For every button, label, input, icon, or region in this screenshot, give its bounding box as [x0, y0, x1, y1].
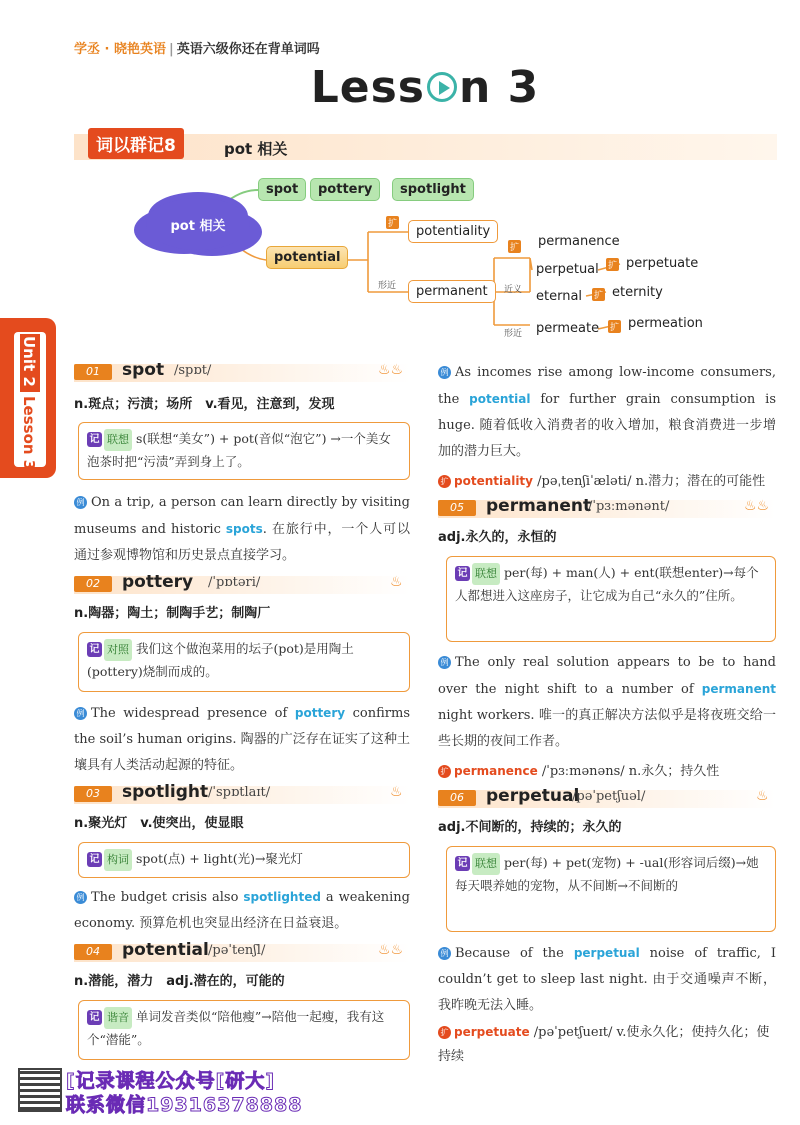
- definition: n.潜能，潜力 adj.潜在的，可能的: [74, 974, 285, 989]
- example-highlight: potential: [469, 392, 531, 406]
- word-03-head: [74, 784, 410, 808]
- group-title: pot 相关: [224, 140, 288, 158]
- note-tag: 联想: [104, 429, 132, 451]
- word-06-head: [438, 788, 776, 812]
- definition: adj.永久的，永恒的: [438, 530, 557, 545]
- phonetic: /spɒt/: [174, 363, 212, 378]
- mindmap-root: pot 相关: [146, 198, 250, 250]
- example-icon: 例: [74, 707, 87, 720]
- mindmap-eternity: eternity: [612, 285, 663, 300]
- mindmap-permeate: permeate: [536, 321, 600, 336]
- mindmap-potentiality: potentiality: [408, 220, 498, 243]
- mindmap-potential: potential: [266, 246, 348, 269]
- mindmap-spotlight: spotlight: [392, 178, 474, 201]
- mindmap-eternal: eternal: [536, 289, 583, 304]
- page-header: 学丞 · 晓艳英语 | 英语六级你还在背单词吗: [74, 42, 320, 57]
- derive-icon: 扩: [438, 765, 451, 778]
- example-icon: 例: [74, 496, 87, 509]
- side-lesson: Lesson 3: [20, 396, 38, 471]
- tip-icon: 记: [455, 856, 470, 871]
- example-text: for further grain consumption is huge. 随着低收入消费者的收入增加，粮食消费进一步增加的潜力巨大。: [438, 392, 776, 459]
- example-highlight: spots: [225, 522, 263, 536]
- example-text: On a trip, a person can learn directly by visiting museums and historic: [74, 495, 410, 537]
- note-tag: 联想: [472, 563, 500, 585]
- note-tag: 构词: [104, 849, 132, 871]
- word: pottery: [122, 572, 194, 592]
- derivative: [438, 470, 765, 489]
- memory-note: [446, 846, 776, 932]
- promo-line-1: [记录课程公众号[研大]: [66, 1070, 276, 1092]
- definition: n.斑点；污渍；场所 v.看见，注意到，发现: [74, 397, 335, 412]
- example: [74, 884, 410, 937]
- example-highlight: permanent: [701, 682, 776, 696]
- example: [74, 700, 410, 779]
- example-icon: 例: [438, 947, 451, 960]
- mindmap-permanent: permanent: [408, 280, 496, 303]
- example-text: The budget crisis also: [91, 890, 244, 905]
- example-text: The widespread presence of: [91, 706, 295, 721]
- example-icon: 例: [438, 656, 451, 669]
- importance-icon: ♨: [390, 574, 403, 590]
- tag-kuo: 扩: [386, 216, 399, 229]
- tag-kuo: 扩: [592, 288, 605, 301]
- word-number: 02: [74, 576, 112, 592]
- note-text: 单词发音类似“陪他瘦”→陪他一起瘦，我有这个“潜能”。: [87, 1009, 385, 1047]
- importance-icon: ♨♨: [744, 498, 770, 514]
- phonetic: /ˈspɒtlaɪt/: [208, 785, 271, 800]
- example: [438, 360, 776, 465]
- word: spotlight: [122, 782, 209, 802]
- word-05-head: [438, 498, 776, 522]
- tip-icon: 记: [87, 1010, 102, 1025]
- derivative-word: perpetuate: [454, 1025, 530, 1039]
- side-unit: Unit 2: [20, 336, 38, 387]
- note-text: per(每) + pet(宠物) + -ual(形容词后缀)→她每天喂养她的宠物，从不间断→不间断的: [455, 855, 759, 893]
- derivative-word: permanence: [454, 764, 538, 778]
- derive-icon: 扩: [438, 1026, 451, 1039]
- word-02-head: [74, 574, 410, 598]
- importance-icon: ♨: [390, 784, 403, 800]
- lesson-title-post: n 3: [459, 62, 540, 113]
- memory-note: [446, 556, 776, 642]
- note-tag: 对照: [104, 639, 132, 661]
- word-number: 03: [74, 786, 112, 802]
- memory-note: [78, 1000, 410, 1060]
- derive-icon: 扩: [438, 475, 451, 488]
- note-tag: 谐音: [104, 1007, 132, 1029]
- tip-icon: 记: [87, 432, 102, 447]
- note-tag: 联想: [472, 853, 500, 875]
- example: [438, 940, 776, 1019]
- example-icon: 例: [438, 366, 451, 379]
- derivative-word: potentiality: [454, 474, 533, 488]
- example-text: Because of the: [455, 946, 574, 961]
- importance-icon: ♨♨: [378, 942, 404, 958]
- tag-kuo: 扩: [606, 258, 619, 271]
- word-number: 06: [438, 790, 476, 806]
- example-text: confirms the soil’s human origins. 陶器的广泛存在证实了这种土壤具有人类活动起源的特征。: [74, 706, 410, 773]
- word-number: 01: [74, 364, 112, 380]
- phonetic: /ˈpɜːmənənt/: [588, 499, 670, 514]
- tag-xingjin: 形近: [378, 281, 397, 291]
- example-icon: 例: [74, 891, 87, 904]
- memory-note: [78, 632, 410, 692]
- tip-icon: 记: [455, 566, 470, 581]
- importance-icon: ♨♨: [378, 362, 404, 378]
- promo-line-2: 联系微信19316378888: [66, 1094, 303, 1116]
- memory-note: [78, 842, 410, 878]
- memory-note: [78, 422, 410, 480]
- example: [438, 650, 776, 755]
- definition: n.陶器；陶土；制陶手艺；制陶厂: [74, 606, 271, 621]
- tag-kuo: 扩: [608, 320, 621, 333]
- mindmap-perpetuate: perpetuate: [626, 256, 699, 271]
- tag-jinyi: 近义: [504, 285, 523, 295]
- mindmap-pottery: pottery: [310, 178, 380, 201]
- phonetic: /pəˈpetʃuəl/: [572, 789, 646, 804]
- derivative-text: /pəˈpetʃueɪt/ v.使永久化；使持久化；使持续: [438, 1025, 770, 1064]
- example: [74, 490, 410, 569]
- word-04-head: [74, 942, 410, 966]
- brand: 学丞 · 晓艳英语: [74, 42, 166, 57]
- derivative: [438, 1020, 776, 1069]
- book-title: 英语六级你还在背单词吗: [176, 42, 320, 57]
- importance-icon: ♨: [756, 788, 769, 804]
- phonetic: /pəˈtenʃl/: [208, 943, 266, 958]
- definition: n.聚光灯 v.使突出，使显眼: [74, 816, 244, 831]
- group-badge: 词以群记8: [88, 128, 184, 159]
- example-text: As incomes rise among low-income consumers, the: [438, 365, 776, 407]
- note-text: per(每) + man(人) + ent(联想enter)→每个人都想进入这座房子，让它成为自己“永久的”住所。: [455, 565, 759, 603]
- tip-icon: 记: [87, 642, 102, 657]
- example-text: . 在旅行中，一个人可以通过参观博物馆和历史景点直接学习。: [74, 522, 411, 563]
- mindmap-permanence: permanence: [538, 234, 620, 249]
- tag-xingjin: 形近: [504, 329, 523, 339]
- mindmap-lines: [0, 0, 800, 350]
- word: potential: [122, 940, 209, 960]
- word: spot: [122, 360, 165, 380]
- lesson-title-pre: Less: [310, 62, 425, 113]
- example-highlight: spotlighted: [243, 890, 321, 904]
- derivative-text: /ˈpɜːmənəns/ n.永久；持久性: [537, 764, 720, 779]
- example-text: The only real solution appears to be to hand over the night shift to a number of: [438, 655, 776, 697]
- word-number: 05: [438, 500, 476, 516]
- mindmap-permeation: permeation: [628, 316, 703, 331]
- note-text: s(联想“美女”) + pot(音似“泡它”) →一个美女泡茶时把“污渍”弄到身上了。: [87, 431, 391, 469]
- derivative: [438, 760, 719, 779]
- definition: adj.不间断的，持续的；永久的: [438, 820, 622, 835]
- qr-code[interactable]: [18, 1068, 62, 1112]
- mindmap-perpetual: perpetual: [536, 262, 599, 277]
- example-text: noise of traffic, I couldn’t get to sleep last night. 由于交通噪声不断，我昨晚无法入睡。: [438, 946, 776, 1013]
- word-01-head: [74, 362, 410, 386]
- derivative-text: /pəˌtenʃiˈæləti/ n.潜力；潜在的可能性: [532, 474, 766, 489]
- mindmap-spot: spot: [258, 178, 306, 201]
- example-text: a weakening economy. 预算危机也突显出经济在日益衰退。: [74, 890, 410, 931]
- example-highlight: pottery: [294, 706, 346, 720]
- word-number: 04: [74, 944, 112, 960]
- example-highlight: perpetual: [573, 946, 640, 960]
- note-text: 我们这个做泡菜用的坛子(pot)是用陶土(pottery)烧制而成的。: [87, 641, 354, 679]
- tip-icon: 记: [87, 852, 102, 867]
- example-text: night workers. 唯一的真正解决方法似乎是将夜班交给一些长期的夜间工作者。: [438, 708, 776, 749]
- tag-kuo: 扩: [508, 240, 521, 253]
- phonetic: /ˈpɒtəri/: [208, 575, 261, 590]
- word: perpetual: [486, 786, 580, 806]
- word: permanent: [486, 496, 592, 516]
- note-text: spot(点) + light(光)→聚光灯: [136, 851, 303, 866]
